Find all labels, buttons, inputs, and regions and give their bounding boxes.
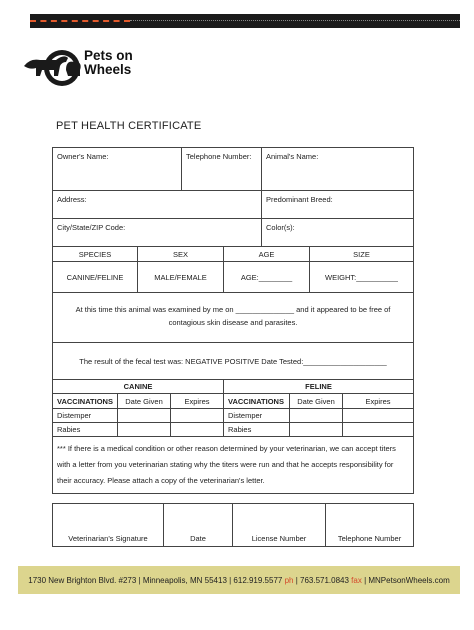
feline-rabies-label: Rabies xyxy=(224,423,290,436)
footer-address: 1730 New Brighton Blvd. #273 | Minneapolis, MN 55413 | 612.919.5577 xyxy=(28,575,285,585)
canine-rabies-date-given[interactable] xyxy=(118,423,171,436)
attributes-value-row xyxy=(53,262,413,293)
distemper-row xyxy=(53,409,413,423)
veterinarian-signature-field[interactable]: Veterinarian's Signature xyxy=(53,504,164,546)
species-value[interactable]: CANINE/FELINE xyxy=(53,262,138,292)
feline-date-given-header: Date Given xyxy=(290,394,343,408)
license-number-field[interactable]: License Number xyxy=(233,504,326,546)
canine-vaccinations-header: VACCINATIONS xyxy=(53,394,118,408)
canine-distemper-date-given[interactable] xyxy=(118,409,171,422)
species-header: SPECIES xyxy=(53,247,138,261)
canine-date-given-header: Date Given xyxy=(118,394,171,408)
address-field[interactable]: Address: xyxy=(53,191,262,218)
address-row xyxy=(53,191,413,219)
footer-fax-label: fax xyxy=(351,575,362,585)
size-header: SIZE xyxy=(353,250,370,259)
header-dotted-stripe xyxy=(130,20,460,21)
feline-rabies-date-given[interactable] xyxy=(290,423,343,436)
vaccination-group-row xyxy=(53,380,413,394)
certificate-form xyxy=(52,147,414,494)
exam-statement: At this time this animal was examined by me on ______________ and it appeared to be free of contagious skin disease and parasites. xyxy=(75,305,391,327)
header-accent-stripe xyxy=(30,20,130,22)
canine-rabies-label: Rabies xyxy=(53,423,118,436)
canine-rabies-expires[interactable] xyxy=(171,423,224,436)
breed-field[interactable]: Predominant Breed: xyxy=(266,195,333,204)
owner-name-field[interactable]: Owner's Name: xyxy=(53,148,182,190)
feline-distemper-label: Distemper xyxy=(224,409,290,422)
vet-telephone-field[interactable]: Telephone Number xyxy=(337,534,402,543)
footer-fax-number: | 763.571.0843 xyxy=(293,575,352,585)
signature-date-field[interactable]: Date xyxy=(164,504,233,546)
color-field[interactable]: Color(s): xyxy=(266,223,295,232)
sex-header: SEX xyxy=(138,247,224,261)
footer-ph-label: ph xyxy=(284,575,294,585)
footer-website[interactable]: | MNPetsonWheels.com xyxy=(361,575,450,585)
city-row xyxy=(53,219,413,247)
feline-vaccinations-header: VACCINATIONS xyxy=(224,394,290,408)
signature-block xyxy=(52,503,414,547)
exam-row xyxy=(53,293,413,343)
feline-rabies-expires[interactable] xyxy=(343,423,413,436)
fecal-row xyxy=(53,343,413,380)
note-row xyxy=(53,437,413,493)
canine-distemper-expires[interactable] xyxy=(171,409,224,422)
attributes-header-row xyxy=(53,247,413,262)
animal-name-field[interactable]: Animal's Name: xyxy=(266,152,319,161)
city-state-zip-field[interactable]: City/State/ZIP Code: xyxy=(53,219,262,246)
sex-value[interactable]: MALE/FEMALE xyxy=(138,262,224,292)
rabies-row xyxy=(53,423,413,437)
feline-label: FELINE xyxy=(305,382,332,391)
owner-row xyxy=(53,148,413,191)
footer-contact-bar xyxy=(18,566,460,594)
canine-distemper-label: Distemper xyxy=(53,409,118,422)
brand-name: Pets on Wheels xyxy=(84,48,133,77)
canine-expires-header: Expires xyxy=(171,394,224,408)
canine-label: CANINE xyxy=(53,380,224,393)
feline-distemper-date-given[interactable] xyxy=(290,409,343,422)
telephone-field[interactable]: Telephone Number: xyxy=(182,148,262,190)
fecal-test-statement: The result of the fecal test was: NEGATIVE POSITIVE Date Tested:____________________ xyxy=(79,357,387,366)
age-value[interactable]: AGE:________ xyxy=(224,262,310,292)
age-header: AGE xyxy=(224,247,310,261)
titer-note: *** If there is a medical condition or other reason determined by your veterinarian, we can accept titers with a letter from you veterinarian stating why the titers were run and that he accepts responsibility for their accuracy. Please attach a copy of the veterinarian's letter. xyxy=(57,444,396,485)
feline-expires-header: Expires xyxy=(365,397,391,406)
weight-value[interactable]: WEIGHT:__________ xyxy=(325,273,398,282)
vaccination-header-row xyxy=(53,394,413,409)
feline-distemper-expires[interactable] xyxy=(343,409,413,422)
header-bar xyxy=(30,14,460,28)
page-title: PET HEALTH CERTIFICATE xyxy=(56,120,202,132)
